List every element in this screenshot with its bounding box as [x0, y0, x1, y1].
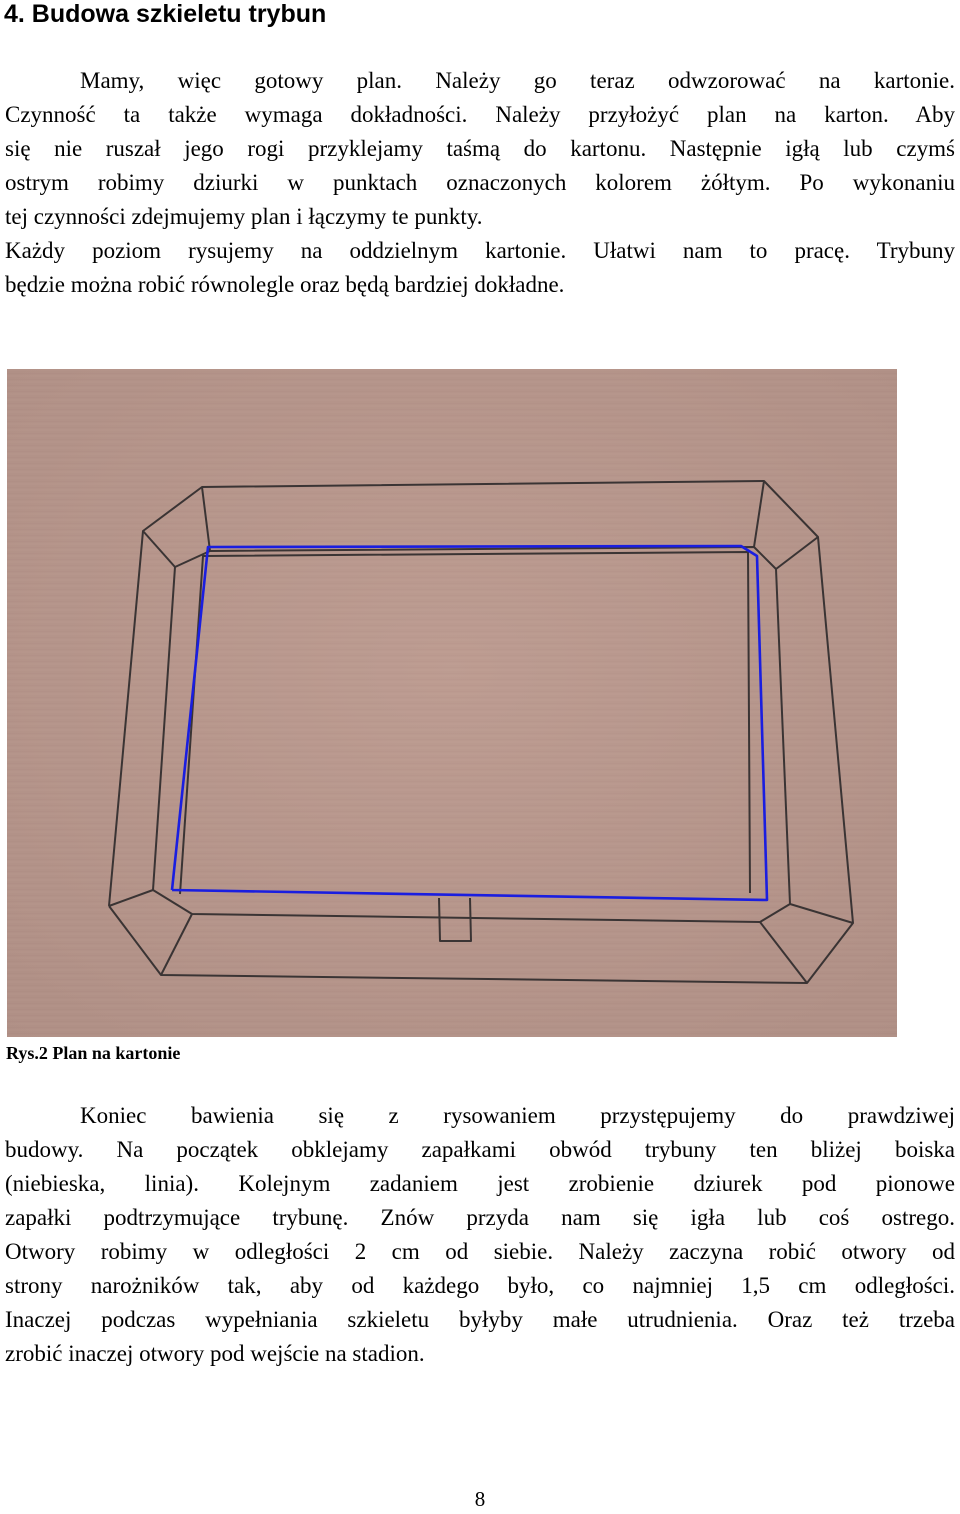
paragraph-line: zrobić inaczej otwory pod wejście na stadion.	[5, 1341, 425, 1366]
paragraph-line: Mamy, więc gotowy plan. Należy go teraz odwzorować na kartonie.	[80, 68, 955, 93]
paragraph-line: się nie ruszał jego rogi przyklejamy taśmą do kartonu. Następnie igłą lub czymś	[5, 136, 955, 161]
paragraph-line: Koniec bawienia się z rysowaniem przystępujemy do prawdziwej	[80, 1103, 955, 1128]
paragraph-construction	[5, 1099, 955, 1371]
paragraph-line: Każdy poziom rysujemy na oddzielnym kartonie. Ułatwi nam to pracę. Trybuny	[5, 238, 955, 263]
cardboard-plan-photo	[7, 369, 897, 1037]
paragraph-line: Otwory robimy w odległości 2 cm od siebie. Należy zaczyna robić otwory od	[5, 1239, 955, 1264]
section-heading: 4. Budowa szkieletu trybun	[4, 0, 327, 28]
cardboard-shading	[7, 369, 897, 1037]
paragraph-line: tej czynności zdejmujemy plan i łączymy te punkty.	[5, 204, 483, 229]
paragraph-line: zapałki podtrzymujące trybunę. Znów przyda nam się igła lub coś ostrego.	[5, 1205, 955, 1230]
figure-caption: Rys.2 Plan na kartonie	[6, 1043, 181, 1063]
paragraph-line: Inaczej podczas wypełniania szkieletu byłyby małe utrudnienia. Oraz też trzeba	[5, 1307, 955, 1332]
paragraph-line: (niebieska, linia). Kolejnym zadaniem jest zrobienie dziurek pod pionowe	[5, 1171, 955, 1196]
page-number: 8	[474, 1487, 486, 1511]
paragraph-intro	[5, 64, 955, 302]
paragraph-line: strony narożników tak, aby od każdego było, co najmniej 1,5 cm odległości.	[5, 1273, 955, 1298]
paragraph-line: ostrym robimy dziurki w punktach oznaczonych kolorem żółtym. Po wykonaniu	[5, 170, 955, 195]
paragraph-line: budowy. Na początek obklejamy zapałkami obwód trybuny ten bliżej boiska	[5, 1137, 955, 1162]
paragraph-line: Czynność ta także wymaga dokładności. Należy przyłożyć plan na karton. Aby	[5, 102, 955, 127]
paragraph-line: będzie można robić równolegle oraz będą bardziej dokładne.	[5, 272, 565, 297]
